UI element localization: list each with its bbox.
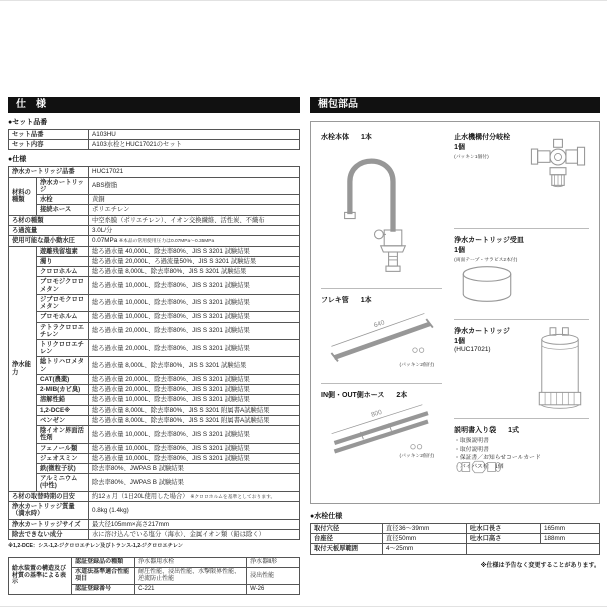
capability-value: 総ろ過水量 10,000L、除去率80%、JIS S 3201 試験結果 [89,443,300,453]
material-value: 黄銅 [89,195,300,205]
dce-footnote: ※1,2-DCE：シス-1,2-ジクロロエチレン及びトランス-1,2-ジクロロエチレン [8,543,183,550]
table-row [9,374,300,384]
flow-rate-label: ろ過流量 [9,225,89,235]
hoses-illustration [321,400,447,458]
table-row [9,195,300,205]
set-number-section-title: ●セット品番 [8,119,48,126]
part-name: 止水機構付分岐栓 [454,134,511,141]
cert-purifier-value: W-26 [247,584,300,594]
capability-sub-label: 濁り [37,256,89,266]
part-name: IN側・OUT側ホース [321,392,385,399]
flex-pipe-illustration [321,305,447,367]
spout-length-value: 165mm [541,524,600,534]
cartridge-size-value: 最大径105mm×高さ217mm [89,519,300,529]
part-name: 水栓本体 [321,134,349,141]
divider [321,288,442,289]
cert-faucet-value: 耐圧性能、浸出性能、水撃限界性能、逆流防止性能 [135,568,247,585]
faucet-spec-title: ●水栓仕様 [310,513,343,520]
capability-sub-label: CAT(農薬) [37,374,89,384]
table-row [9,312,300,322]
part-in-out-hoses [319,386,444,472]
set-contents-value: A103水栓とHUC17021のセット [89,140,300,150]
part-qty: 1個 [454,247,466,254]
spout-length-label: 吐水口長さ [467,524,541,534]
part-name: 浄水カートリッジ受皿 [454,237,524,244]
capability-value: 総ろ過水量 20,000L、除去率80%、JIS S 3201 試験結果 [89,339,300,356]
divider [454,228,589,229]
capability-sub-label: ブロモジクロロメタン [37,277,89,294]
divider [454,418,589,419]
not-removable-label: 除去できない成分 [9,529,89,539]
capability-sub-label: 陰イオン界面活性剤 [37,426,89,443]
table-row [9,167,300,177]
faucet-illustration [321,142,421,274]
capability-sub-label: トリクロロエチレン [37,339,89,356]
part-name: フレキ管 [321,297,349,304]
capability-value: 除去率80%、JWPAS B 試験結果 [89,474,300,491]
table-row [9,519,300,529]
part-name: 浄水カートリッジ [454,328,510,335]
capability-value: 総ろ過水量 8,000L、除去率80%、JIS S 3201 試験結果 [89,267,300,277]
set-number-label: セット品番 [9,130,89,140]
capability-value: 総ろ過水量 20,000L、ろ過流量50%、JIS S 3201 試験結果 [89,256,300,266]
material-sub-label: 水栓 [37,195,89,205]
parts-box [310,121,600,504]
table-row [311,534,600,544]
set-contents-label: セット内容 [9,140,89,150]
capability-value: 総ろ過水量 10,000L、除去率80%、JIS S 3201 試験結果 [89,312,300,322]
specs-column [8,97,300,595]
table-row [9,294,300,311]
material-sub-label: 浄水カートリッジ [37,177,89,194]
part-manual-bag [452,421,591,499]
flex-pipe-dimension: 640 [372,319,386,330]
replace-period-label: ろ材の取替時期の目安 [9,491,89,502]
capability-value: 総ろ過水量 10,000L、除去率80%、JIS S 3201 試験結果 [89,453,300,463]
specs-header-bar: 仕 様 [8,97,300,113]
part-qty: 1本 [360,134,372,141]
part-qty: 2本 [396,392,408,399]
part-branch-valve [452,128,591,226]
capability-sub-label: アルミニウム(中性) [37,474,89,491]
replace-period-main: 約12ヵ月（1日20L使用した場合） [92,492,189,500]
min-pressure-note: ※本品の常用使用圧力は0.07MPa〜0.35MPa [118,239,215,245]
capability-sub-label: ブロモホルム [37,312,89,322]
capability-sub-label: 2-MIB(カビ臭) [37,385,89,395]
spec-table [8,166,300,540]
table-row [9,443,300,453]
part-name: 説明書入り袋 [454,427,497,434]
spout-height-value: 188mm [541,534,600,544]
part-flex-pipe [319,291,444,381]
capability-value: 総ろ過水量 20,000L、除去率80%、JIS S 3201 試験結果 [89,385,300,395]
page-top-rule [0,0,607,1]
cartridge-size-label: 浄水カートリッジサイズ [9,519,89,529]
capability-value: 総ろ過水量 8,000L、除去率80%、JIS S 3201 試験結果 [89,357,300,374]
counter-thickness-label: 取付天板厚範囲 [311,544,383,554]
filter-media-label: ろ材の種類 [9,215,89,225]
capability-value: 総ろ過水量 8,000L、除去率80%、JIS S 3201 附属書A試験結果 [89,405,300,415]
cartridge-tray-illustration [454,263,520,305]
material-value: ABS樹脂 [89,177,300,194]
part-note: (パッキン2個付) [399,363,435,368]
set-number-table [8,129,300,150]
table-row [9,140,300,150]
mount-hole-label: 取付穴径 [311,524,383,534]
packaged-parts-header-bar: 梱包部品 [310,97,600,113]
not-removable-value: 水に溶け込んでいる塩分（海水）、金属イオン類（鉛は除く） [89,529,300,539]
table-row [9,236,300,247]
cert-faucet-value: 浄水器用水栓 [135,558,247,568]
table-row [9,357,300,374]
table-row [9,502,300,519]
part-cartridge-tray [452,231,591,317]
table-row [9,453,300,463]
part-cartridge [452,322,591,416]
parts-left-column [319,128,444,499]
cert-purifier-value: 浄水器Ⅱ形 [247,558,300,568]
table-row [9,256,300,266]
part-qty: 1個 [454,144,466,151]
cartridge-weight-value: 0.8kg (1.4kg) [89,502,300,519]
cartridge-no-label: 浄水カートリッジ品番 [9,167,89,177]
table-row [9,322,300,339]
cert-faucet-value: C-221 [135,584,247,594]
certification-table [8,557,300,595]
table-row [9,385,300,395]
part-note: (パッキン1個付) [454,155,489,160]
material-value: ポリエチレン [89,205,300,215]
divider [321,383,442,384]
flow-rate-value: 3.0L/分 [89,225,300,235]
min-pressure-main: 0.07MPa [92,237,118,245]
table-row [9,130,300,140]
hoses-dimension: 800 [370,408,383,419]
list-item: ・取付説明書 [454,446,489,453]
capability-sub-label: 鉄(微粒子状) [37,464,89,474]
capability-value: 総ろ過水量 8,000L、除去率80%、JIS S 3201 附属書A試験結果 [89,415,300,425]
capability-sub-label: フェノール類 [37,443,89,453]
table-row [9,405,300,415]
table-row [9,474,300,491]
table-row [9,426,300,443]
capability-value: 総ろ過水量 20,000L、除去率80%、JIS S 3201 試験結果 [89,322,300,339]
spec-section-title: ●仕様 [8,156,27,164]
cartridge-weight-label: 浄水カートリッジ質量（満水時） [9,502,89,519]
base-dia-label: 台座径 [311,534,383,544]
table-row [9,529,300,539]
capability-value: 総ろ過水量 40,000L、除去率80%、JIS S 3201 試験結果 [89,246,300,256]
table-row [9,267,300,277]
part-faucet-body [319,128,444,286]
capability-value: 総ろ過水量 10,000L、除去率80%、JIS S 3201 試験結果 [89,395,300,405]
capability-value: 総ろ過水量 20,000L、除去率80%、JIS S 3201 試験結果 [89,374,300,384]
capability-sub-label: 溶解性鉛 [37,395,89,405]
table-row [9,215,300,225]
list-item: ・バイパス栓 1個 [454,464,504,471]
table-row [9,205,300,215]
table-row [9,464,300,474]
min-pressure-label: 使用可能な最小動水圧 [9,236,89,247]
capability-value: 総ろ過水量 10,000L、除去率80%、JIS S 3201 試験結果 [89,294,300,311]
table-row [9,177,300,194]
capability-sub-label: ジェオスミン [37,453,89,463]
capability-value: 総ろ過水量 10,000L、除去率80%、JIS S 3201 試験結果 [89,277,300,294]
part-qty: 1式 [508,427,519,434]
packaged-parts-column [310,97,600,569]
replace-period-note: ※クロロホルムを基準としております。 [190,494,276,500]
min-pressure-value [89,236,300,247]
capability-sub-label: 1,2-DCE※ [37,405,89,415]
parts-right-column [444,128,591,499]
capability-sub-label: クロロホルム [37,267,89,277]
spec-change-footnote: ※仕様は予告なく変更することがあります。 [480,562,600,569]
counter-thickness-value: 4〜25mm [383,544,467,554]
capability-value: 総ろ過水量 10,000L、除去率80%、JIS S 3201 試験結果 [89,426,300,443]
mount-hole-value: 直径36〜39mm [383,524,467,534]
list-item: ・保証書／お知らせコールカード [454,455,541,462]
part-qty: 1個 [454,338,466,345]
material-sub-label: 接続ホース [37,205,89,215]
table-row [9,339,300,356]
cert-row-label: 認証登録品の種類 [72,558,135,568]
table-row [9,415,300,425]
divider [454,319,589,320]
cartridge-no-value: HUC17021 [89,167,300,177]
table-row [9,277,300,294]
capability-sub-label: ジブロモクロロメタン [37,294,89,311]
branch-valve-illustration [527,132,589,198]
capability-sub-label: テトラクロロエチレン [37,322,89,339]
part-note: (HUC17021) [454,346,491,353]
part-note: (パッキン2個付) [399,454,435,459]
replace-period-value [89,491,300,502]
empty-cell [467,544,600,554]
table-row [9,558,300,568]
table-row [311,524,600,534]
cert-row-label: 水道法基準適合性能項目 [72,568,135,585]
part-note: (両面テープ・サラビス2本付) [454,258,518,263]
materials-group-label: 材料の種類 [9,177,37,215]
cert-row-label: 認証登録番号 [72,584,135,594]
table-row [9,246,300,256]
capability-sub-label: 総トリハロメタン [37,357,89,374]
capability-value: 除去率80%、JWPAS B 試験結果 [89,464,300,474]
set-number-value: A103HU [89,130,300,140]
cartridge-illustration [531,326,589,414]
spout-height-label: 吐水口高さ [467,534,541,544]
table-row [9,395,300,405]
filter-media-value: 中空糸膜（ポリエチレン）、イオン交換繊維、活性炭、不織布 [89,215,300,225]
base-dia-value: 直径50mm [383,534,467,544]
part-qty: 1本 [360,297,372,304]
capability-sub-label: ベンゼン [37,415,89,425]
faucet-spec-table [310,523,600,555]
table-row [9,225,300,235]
table-row [311,544,600,554]
list-item: ・取扱説明書 [454,438,489,444]
capability-sub-label: 遊離残留塩素 [37,246,89,256]
capability-group-label: 浄水能力 [9,246,37,491]
table-row [9,491,300,502]
cert-purifier-value: 浸出性能 [247,568,300,585]
cert-side-label: 給水装置の構造及び材質の基準による表示 [9,558,72,595]
